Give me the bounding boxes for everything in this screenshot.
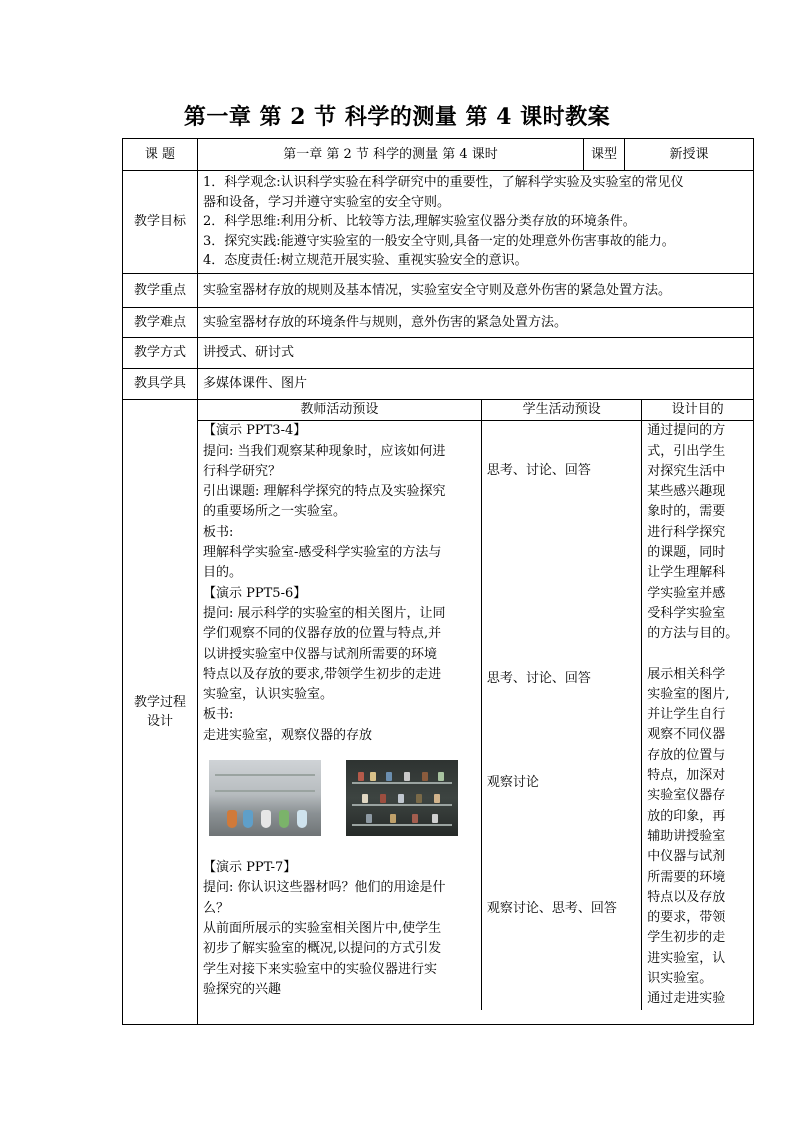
process-content [198, 400, 754, 1025]
purpose-line: 进行科学探究 [647, 524, 726, 540]
teacher-line: 学生对接下来实验室中的实验仪器进行实 [203, 961, 438, 977]
purpose-line: 学生初步的走 [647, 930, 726, 946]
teacher-line: 学们观察不同的仪器存放的位置与特点,并 [203, 626, 442, 642]
purpose-line: 中仪器与试剂 [647, 849, 726, 865]
course-type-label: 课型 [584, 139, 625, 171]
purpose-line: 特点，加深对 [647, 768, 726, 784]
purpose-line: 对探究生活中 [647, 463, 726, 479]
objective-line: 3．探究实践:能遵守实验室的一般安全守则,具备一定的处理意外伤害事故的能力。 [203, 233, 675, 249]
lab-photos [203, 760, 476, 846]
objectives-content [198, 171, 754, 274]
teacher-line: 初步了解实验室的概况,以提问的方式引发 [203, 941, 442, 957]
purpose-line: 的方法与目的。 [647, 626, 739, 642]
purpose-line: 进实验室，认 [647, 950, 726, 966]
teacher-activities [198, 421, 481, 1010]
teacher-line: 引出课题: 理解科学探究的特点及实验探究 [203, 484, 446, 500]
objective-line: 器和设备，学习并遵守实验室的安全守则。 [203, 194, 451, 210]
purpose-line: 展示相关科学 [647, 666, 726, 682]
teacher-line: 的重要场所之一实验室。 [203, 504, 347, 520]
purpose-line: 象时的，需要 [647, 504, 726, 520]
purpose-line: 通过走进实验 [647, 991, 726, 1007]
purpose-line: 的要求，带领 [647, 910, 726, 926]
lab-photo-glassware [209, 760, 321, 836]
teacher-line: 目的。 [203, 565, 243, 581]
process-label: 教学过程 设计 [123, 400, 198, 1025]
objectives-row [123, 171, 754, 274]
teacher-line: 板书: [203, 707, 234, 723]
purpose-line: 实验室仪器存 [647, 788, 726, 804]
difficulties-label: 教学难点 [123, 308, 198, 338]
purpose-line: 观察不同仪器 [647, 727, 726, 743]
objective-line: 4．态度责任:树立规范开展实验、重视实验安全的意识。 [203, 253, 528, 269]
teacher-line: 理解科学实验室-感受科学实验室的方法与 [203, 545, 442, 561]
process-body-row [198, 421, 753, 1010]
lab-photo-reagent-shelves [346, 760, 458, 836]
process-row [123, 400, 754, 1025]
purpose-line: 实验室的图片, [647, 686, 730, 702]
objective-line: 1．科学观念:认识科学实验在科学研究中的重要性，了解科学实验及实验室的常见仪 [203, 175, 684, 191]
purpose-header: 设计目的 [642, 400, 753, 421]
key-points-row [123, 274, 754, 308]
student-activity-4: 观察讨论、思考、回答 [486, 901, 617, 917]
teacher-line: 【演示 PPT3-4】 [203, 423, 307, 439]
methods-text: 讲授式、研讨式 [198, 338, 754, 369]
methods-label: 教学方式 [123, 338, 198, 369]
purpose-line: 的课题，同时 [647, 545, 726, 561]
course-title-value: 第一章 第 2 节 科学的测量 第 4 课时 [198, 139, 584, 171]
student-activities [481, 421, 641, 1010]
teacher-line: 【演示 PPT5-6】 [203, 585, 307, 601]
student-activity-1: 思考、讨论、回答 [486, 463, 591, 479]
purpose-line: 通过提问的方 [647, 423, 726, 439]
objective-line: 2．科学思维:利用分析、比较等方法,理解实验室仪器分类存放的环境条件。 [203, 214, 636, 230]
purpose-line: 学实验室并感 [647, 585, 726, 601]
purpose-line: 辅助讲授验室 [647, 828, 726, 844]
course-type-value: 新授课 [625, 139, 754, 171]
teacher-line: 提问: 你认识这些器材吗？他们的用途是什 [203, 880, 446, 896]
page-title: 第一章 第 2 节 科学的测量 第 4 课时教案 [183, 104, 611, 130]
purpose-line: 受科学实验室 [647, 605, 726, 621]
teacher-line: 板书: [203, 524, 234, 540]
difficulties-text: 实验室器材存放的环境条件与规则，意外伤害的紧急处置方法。 [198, 308, 754, 338]
tools-text: 多媒体课件、图片 [198, 369, 754, 400]
purpose-line: 识实验室。 [647, 971, 713, 987]
lesson-plan-table [122, 138, 754, 1025]
purpose-line: 特点以及存放 [647, 889, 726, 905]
teacher-header: 教师活动预设 [198, 400, 481, 421]
methods-row [123, 338, 754, 369]
difficulties-row [123, 308, 754, 338]
process-header-row [198, 400, 753, 421]
design-purpose [642, 421, 753, 1010]
teacher-line: 以讲授实验室中仪器与试剂所需要的环境 [203, 646, 438, 662]
teacher-line: 从前面所展示的实验室相关图片中,使学生 [203, 920, 442, 936]
teacher-line: 提问: 当我们观察某种现象时，应该如何进 [203, 443, 446, 459]
purpose-line: 所需要的环境 [647, 869, 726, 885]
purpose-line: 式，引出学生 [647, 443, 726, 459]
teacher-line: 行科学研究？ [203, 463, 282, 479]
teacher-line: 【演示 PPT-7】 [203, 860, 297, 876]
tools-label: 教具学具 [123, 369, 198, 400]
purpose-line: 存放的位置与 [647, 747, 726, 763]
purpose-line: 某些感兴趣现 [647, 484, 726, 500]
purpose-line: 放的印象，再 [647, 808, 726, 824]
teacher-line: 验探究的兴趣 [203, 981, 282, 997]
teacher-line: 实验室，认识实验室。 [203, 687, 334, 703]
teacher-line: 么？ [203, 900, 230, 916]
purpose-line: 并让学生自行 [647, 707, 726, 723]
process-table [198, 400, 753, 1010]
student-activity-3: 观察讨论 [486, 775, 539, 791]
tools-row [123, 369, 754, 400]
objectives-label: 教学目标 [123, 171, 198, 274]
teacher-line: 走进实验室，观察仪器的存放 [203, 727, 373, 743]
course-title-label: 课 题 [123, 139, 198, 171]
student-activity-2: 思考、讨论、回答 [486, 671, 591, 687]
teacher-line: 提问: 展示科学的实验室的相关图片，让同 [203, 605, 446, 621]
course-title-row [123, 139, 754, 171]
key-points-label: 教学重点 [123, 274, 198, 308]
key-points-text: 实验室器材存放的规则及基本情况，实验室安全守则及意外伤害的紧急处置方法。 [198, 274, 754, 308]
purpose-line: 让学生理解科 [647, 565, 726, 581]
teacher-line: 特点以及存放的要求,带领学生初步的走进 [203, 666, 442, 682]
student-header: 学生活动预设 [481, 400, 641, 421]
